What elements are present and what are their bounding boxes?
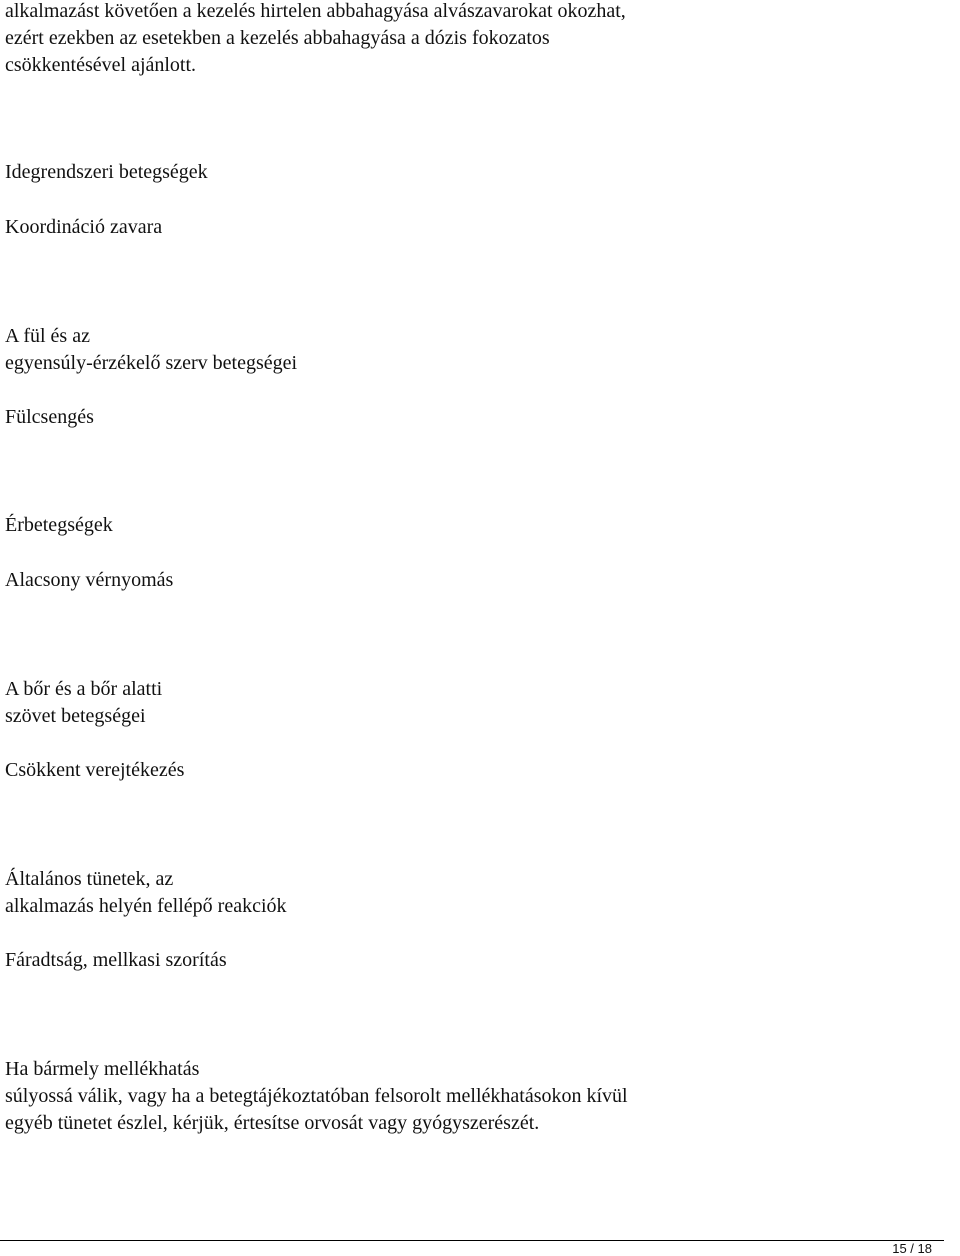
section-category-ear-line-2: egyensúly-érzékelő szerv betegségei bbox=[5, 352, 298, 374]
section-effect-low-blood-pressure: Alacsony vérnyomás bbox=[5, 569, 174, 591]
section-effect-fatigue: Fáradtság, mellkasi szorítás bbox=[5, 949, 227, 971]
section-category-vascular: Érbetegségek bbox=[5, 514, 113, 536]
page-number: 15 / 18 bbox=[892, 1241, 932, 1256]
footer-divider bbox=[0, 1240, 944, 1241]
section-category-general-line-1: Általános tünetek, az bbox=[5, 868, 174, 890]
section-category-nervous-system: Idegrendszeri betegségek bbox=[5, 161, 208, 183]
section-category-general-line-2: alkalmazás helyén fellépő reakciók bbox=[5, 895, 287, 917]
section-category-ear-line-1: A fül és az bbox=[5, 325, 90, 347]
closing-line-1: Ha bármely mellékhatás bbox=[5, 1058, 200, 1080]
section-category-skin-line-2: szövet betegségei bbox=[5, 705, 146, 727]
intro-line-3: csökkentésével ajánlott. bbox=[5, 54, 197, 76]
closing-line-3: egyéb tünetet észlel, kérjük, értesítse orvosát vagy gyógyszerészét. bbox=[5, 1112, 540, 1134]
section-effect-reduced-sweating: Csökkent verejtékezés bbox=[5, 759, 185, 781]
section-category-skin-line-1: A bőr és a bőr alatti bbox=[5, 678, 163, 700]
closing-line-2: súlyossá válik, vagy ha a betegtájékoztatóban felsorolt mellékhatásokon kívül bbox=[5, 1085, 628, 1107]
intro-line-1: alkalmazást követően a kezelés hirtelen abbahagyása alvászavarokat okozhat, bbox=[5, 0, 626, 22]
intro-line-2: ezért ezekben az esetekben a kezelés abbahagyása a dózis fokozatos bbox=[5, 27, 550, 49]
section-effect-tinnitus: Fülcsengés bbox=[5, 406, 94, 428]
section-effect-coordination: Koordináció zavara bbox=[5, 216, 163, 238]
